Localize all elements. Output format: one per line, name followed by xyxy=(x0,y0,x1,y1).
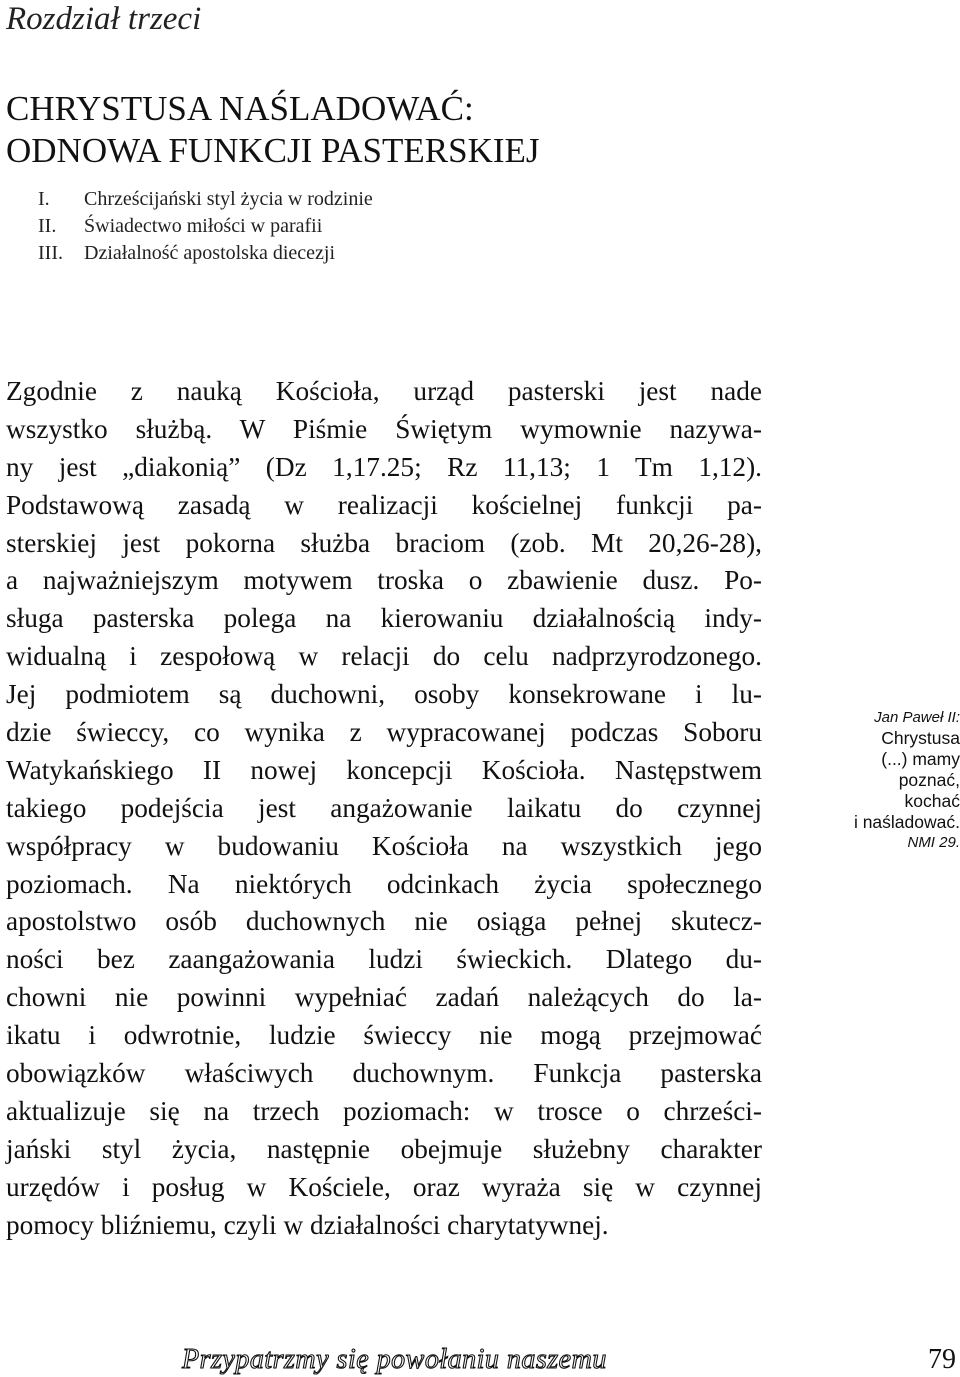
body-line: ny jest „diakonią” (Dz 1,17.25; Rz 11,13; 1 Tm 1,12). xyxy=(6,451,762,482)
body-line: widualną i zespołową w relacji do celu nadprzyrodzonego. xyxy=(6,641,762,672)
body-paragraph xyxy=(6,373,762,1244)
section-title: Działalność apostolska diecezji xyxy=(84,242,336,264)
quote-line: (...) mamy xyxy=(881,749,960,769)
section-item xyxy=(38,240,373,267)
body-line: jański styl życia, następnie obejmuje służebny charakter xyxy=(6,1133,762,1164)
body-line: ikatu i odwrotnie, ludzie świeccy nie mogą przejmować xyxy=(6,1020,762,1051)
chapter-title xyxy=(6,88,766,172)
quote-line: Chrystusa xyxy=(881,728,960,748)
section-number: III. xyxy=(38,242,63,264)
body-line: chowni nie powinni wypełniać zadań należących do la- xyxy=(6,982,762,1013)
section-number: II. xyxy=(38,215,57,237)
quote-line: poznać, xyxy=(898,770,960,790)
body-line: sługa pasterska polega na kierowaniu działalnością indy- xyxy=(6,603,762,634)
body-line: ności bez zaangażowania ludzi świeckich. Dlatego du- xyxy=(6,944,762,975)
body-line: poziomach. Na niektórych odcinkach życia społecznego xyxy=(6,868,762,899)
quote-reference: NMI 29. xyxy=(907,834,960,851)
quote-line: i naśladować. xyxy=(853,812,960,832)
body-line: takiego podejścia jest angażowanie laikatu do czynnej xyxy=(6,792,762,823)
margin-quote xyxy=(800,708,960,853)
running-footer-title: Przypatrzmy się powołaniu naszemu xyxy=(182,1344,607,1375)
body-line: Zgodnie z nauką Kościoła, urząd pasterski jest nade xyxy=(6,376,762,406)
quote-line: kochać xyxy=(904,791,960,811)
body-line: aktualizuje się na trzech poziomach: w trosce o chrześci- xyxy=(6,1095,762,1126)
body-line: urzędów i posług w Kościele, oraz wyraża się w czynnej xyxy=(6,1171,762,1202)
section-item xyxy=(38,213,373,240)
body-line: pomocy bliźniemu, czyli w działalności charytatywnej. xyxy=(6,1209,609,1240)
body-line: Jej podmiotem są duchowni, osoby konsekrowane i lu- xyxy=(6,679,762,710)
body-line: dzie świeccy, co wynika z wypracowanej podczas Soboru xyxy=(6,717,762,748)
body-line: obowiązków właściwych duchownym. Funkcja pasterska xyxy=(6,1058,762,1089)
quote-author: Jan Paweł II: xyxy=(874,709,960,726)
chapter-title-line: CHRYSTUSA NAŚLADOWAĆ: xyxy=(6,89,474,128)
body-line: apostolstwo osób duchownych nie osiąga pełnej skutecz- xyxy=(6,906,762,937)
chapter-label: Rozdział trzeci xyxy=(6,1,202,37)
body-line: współpracy w budowaniu Kościoła na wszystkich jego xyxy=(6,830,762,861)
chapter-title-line: ODNOWA FUNKCJI PASTERSKIEJ xyxy=(6,131,540,170)
body-line: Watykańskiego II nowej koncepcji Kościoła. Następstwem xyxy=(6,754,762,785)
body-line: a najważniejszym motywem troska o zbawienie dusz. Po- xyxy=(6,565,762,596)
body-line: Podstawową zasadą w realizacji kościelnej funkcji pa- xyxy=(6,489,762,520)
section-item xyxy=(38,186,373,213)
section-title: Świadectwo miłości w parafii xyxy=(84,215,323,237)
section-list xyxy=(38,186,373,267)
body-line: sterskiej jest pokorna służba braciom (zob. Mt 20,26-28), xyxy=(6,527,762,558)
section-number: I. xyxy=(38,188,50,210)
page-number: 79 xyxy=(928,1344,956,1375)
body-line: wszystko służbą. W Piśmie Świętym wymownie nazywa- xyxy=(6,413,762,444)
section-title: Chrześcijański styl życia w rodzinie xyxy=(84,188,373,210)
